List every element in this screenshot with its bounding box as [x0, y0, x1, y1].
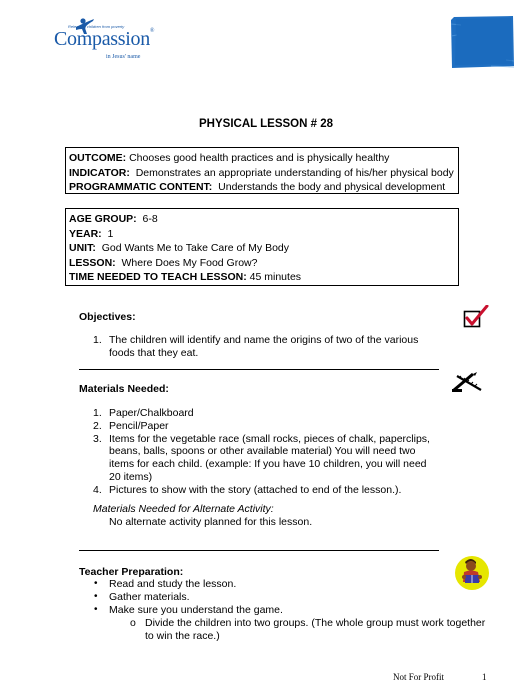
- pencil-ruler-icon: [451, 371, 487, 393]
- lesson-line: [69, 256, 454, 271]
- list-item-text: The children will identify and name the origins of two of the various: [109, 334, 419, 346]
- list-item: [79, 420, 469, 433]
- sub-bullet-text: [145, 617, 485, 643]
- year-line: [69, 227, 454, 242]
- bullet-icon: •: [94, 578, 98, 589]
- alternate-materials-heading: Materials Needed for Alternate Activity:: [93, 503, 274, 515]
- list-item-number: 1.: [93, 407, 102, 419]
- lesson-details-box: [65, 208, 459, 286]
- blue-brush-block: [451, 16, 514, 68]
- list-item: [79, 334, 459, 360]
- sub-bullet-line: Divide the children into two groups. (The whole group must work together: [145, 617, 486, 629]
- programmatic-content-line: [69, 180, 454, 195]
- logo-wordmark: [54, 28, 154, 51]
- compassion-logo: [48, 18, 168, 70]
- time-needed-label: TIME NEEDED TO TEACH LESSON:: [69, 271, 247, 284]
- list-item-text: Paper/Chalkboard: [109, 407, 194, 419]
- list-item-number: 3.: [93, 432, 102, 445]
- list-item: [79, 578, 499, 591]
- sub-bullet-icon: o: [130, 617, 136, 629]
- indicator-value: Demonstrates an appropriate understanding of his/her physical body: [135, 166, 454, 179]
- checkbox-check-icon: [463, 305, 489, 329]
- list-item-text: Items for the vegetable race (small rocks, pieces of chalk, paperclips,: [109, 432, 430, 445]
- list-item-text: foods that they eat.: [109, 346, 199, 359]
- lesson-label: LESSON:: [69, 256, 116, 269]
- bullet-icon: •: [94, 603, 98, 615]
- list-item-text: Pictures to show with the story (attached to end of the lesson.).: [109, 483, 402, 496]
- unit-line: [69, 241, 454, 256]
- list-item-text: Read and study the lesson.: [109, 578, 237, 590]
- lesson-title: PHYSICAL LESSON # 28: [199, 118, 333, 130]
- list-item-number: 2.: [93, 419, 102, 432]
- logo-registered-mark: ®: [149, 28, 155, 34]
- footer-not-for-profit: Not For Profit: [393, 672, 445, 682]
- materials-list: [79, 407, 469, 497]
- sub-bullet-line: to win the race.): [145, 629, 220, 642]
- list-item-number: 4.: [93, 483, 102, 496]
- list-item-text: items for each child. (example: If you have 10 children, you will need: [109, 458, 427, 471]
- programmatic-content-value: Understands the body and physical development: [218, 181, 446, 194]
- preparation-heading: Teacher Preparation:: [79, 566, 184, 578]
- materials-heading: Materials Needed:: [79, 383, 169, 395]
- list-item-text: beans, balls, spoons or other available material) You will need two: [109, 445, 416, 458]
- time-needed-value: 45 minutes: [249, 271, 302, 284]
- outcome-box: [65, 147, 459, 194]
- list-item: [79, 433, 469, 484]
- list-item: [79, 591, 499, 604]
- bullet-icon: •: [94, 590, 98, 602]
- outcome-label: OUTCOME:: [69, 152, 127, 164]
- age-group-label: AGE GROUP:: [69, 213, 137, 225]
- list-item: [79, 407, 469, 420]
- indicator-line: [69, 166, 454, 181]
- programmatic-content-label: PROGRAMMATIC CONTENT:: [69, 181, 213, 194]
- lesson-value: Where Does My Food Grow?: [121, 256, 258, 269]
- time-needed-line: [69, 270, 454, 285]
- preparation-list: [79, 578, 499, 616]
- logo-wordmark-text: Compassion: [54, 28, 150, 50]
- list-item-text: Pencil/Paper: [109, 419, 169, 432]
- logo-subline: in Jesus' name: [106, 54, 141, 60]
- list-item-text: Gather materials.: [109, 590, 190, 603]
- year-label: YEAR:: [69, 227, 102, 240]
- page-number: 1: [482, 672, 487, 682]
- section-divider: [79, 369, 439, 370]
- alternate-materials-text: No alternate activity planned for this lesson.: [109, 516, 313, 528]
- objectives-list: [79, 334, 459, 360]
- logo-tagline: Releasing children from poverty: [68, 24, 125, 29]
- outcome-value: Chooses good health practices and is physically healthy: [129, 152, 390, 164]
- list-item-text: 20 items): [109, 470, 153, 483]
- unit-value: God Wants Me to Take Care of My Body: [101, 242, 290, 255]
- age-group-value: 6-8: [142, 213, 158, 225]
- section-divider: [79, 550, 439, 551]
- list-item-text: Make sure you understand the game.: [109, 603, 283, 616]
- age-group-line: [69, 212, 454, 227]
- indicator-label: INDICATOR:: [69, 166, 130, 179]
- outcome-line: [69, 151, 454, 166]
- list-item-number: 1.: [93, 334, 102, 346]
- list-item: [79, 604, 499, 617]
- unit-label: UNIT:: [69, 242, 96, 255]
- objectives-heading: Objectives:: [79, 311, 136, 323]
- year-value: 1: [107, 227, 114, 240]
- list-item: [79, 484, 469, 497]
